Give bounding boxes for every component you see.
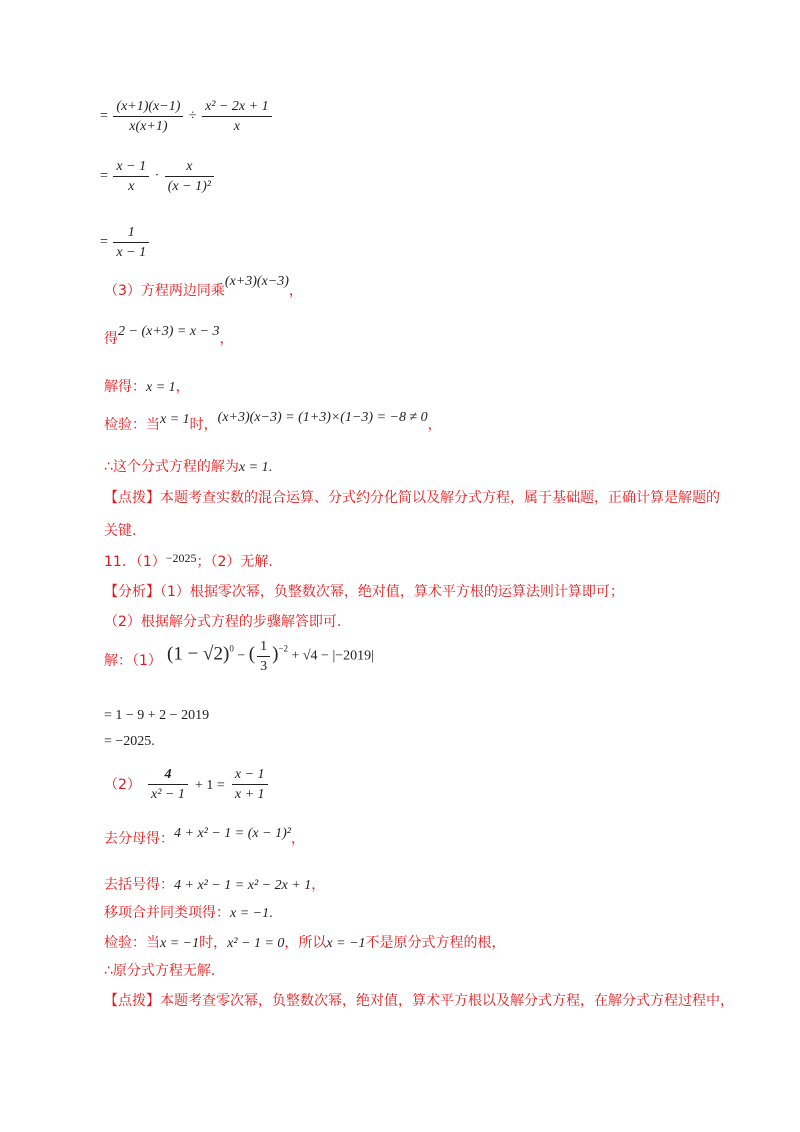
q11-answer — [104, 551, 273, 571]
label: 移项合并同类项得： — [104, 905, 230, 921]
numerator: x − 1 — [113, 158, 149, 177]
math-expr: x = −1 — [160, 936, 200, 951]
fraction — [257, 638, 270, 675]
denominator: x + 1 — [234, 787, 265, 802]
label: 去分母得： — [104, 831, 174, 847]
divide-sign: ÷ — [188, 108, 197, 124]
fraction — [113, 98, 183, 135]
numerator: 1 — [257, 638, 270, 657]
minus-sign: − — [237, 648, 246, 664]
expr-line-3 — [100, 224, 151, 261]
fraction — [148, 766, 188, 803]
step-label: （3）方程两边同乘 — [104, 283, 225, 299]
equals-sign: = — [100, 108, 108, 124]
math-expr: 4 + x² − 1 = x² − 2x + 1 — [174, 878, 312, 893]
step-combine — [104, 902, 273, 922]
math-expr: −2025 — [165, 551, 197, 565]
math-expr: 4 + x² − 1 = (x − 1)² — [174, 826, 291, 841]
label: 去括号得： — [104, 877, 174, 893]
denominator: x — [233, 119, 240, 134]
paren-expr: (1 − √2) — [167, 643, 230, 665]
label: 检验：当 — [104, 417, 160, 433]
equals-sign: = — [100, 168, 108, 184]
label: 时， — [199, 935, 228, 951]
solve-line — [104, 376, 190, 396]
label: 时， — [189, 417, 218, 433]
label: 得 — [104, 331, 118, 347]
expr-line-1 — [100, 98, 274, 135]
label: 解得： — [104, 379, 146, 395]
label: 11．（1） — [104, 554, 166, 570]
solution-1 — [104, 638, 374, 675]
equals-sign: = — [100, 234, 108, 250]
punct: ， — [288, 283, 303, 299]
conclusion-2: ∴原分式方程无解. — [104, 963, 216, 979]
remark-1: 【点拨】本题考查实数的混合运算、分式约分化简以及解分式方程，属于基础题，正确计算是解题的 — [104, 490, 720, 506]
punct: . — [151, 734, 155, 749]
denominator: x − 1 — [116, 245, 147, 260]
check-line-2 — [104, 932, 506, 952]
punct: ， — [219, 331, 234, 347]
exponent: −2 — [278, 643, 288, 654]
fraction — [113, 158, 149, 195]
denominator: x² − 1 — [151, 787, 185, 802]
label: ，所以 — [284, 935, 327, 951]
numerator: x² − 2x + 1 — [202, 98, 272, 117]
label: （2） — [104, 777, 141, 793]
solution-2 — [104, 766, 270, 803]
math-expr: = −2025 — [104, 734, 152, 749]
numerator: x − 1 — [232, 766, 268, 785]
math-expr: (x+3)(x−3) — [224, 274, 289, 289]
conclusion-line — [104, 456, 272, 476]
step-3-result — [104, 324, 234, 348]
exponent: 0 — [229, 643, 234, 654]
math-expr: x = 1 — [238, 460, 269, 475]
fraction — [232, 766, 268, 803]
denominator: x(x+1) — [129, 119, 168, 134]
denominator: 3 — [260, 659, 268, 674]
denominator: x — [128, 179, 135, 194]
math-expr: x = −1 — [230, 906, 270, 921]
fraction — [165, 158, 214, 195]
label: 检验：当 — [104, 935, 160, 951]
step-clear-denominator — [104, 828, 305, 848]
math-expr: 2 − (x+3) = x − 3 — [118, 324, 220, 339]
math-expr: $(1 - √2)^0$ − ( $\frac{1}{3}$ )$^{-2}$ + √4 − |−2019| — [167, 639, 374, 674]
punct: . — [269, 906, 273, 921]
denominator: (x − 1)² — [167, 179, 211, 194]
numerator: (x+1)(x−1) — [113, 98, 183, 117]
punct: ， — [427, 417, 442, 433]
math-tail: + √4 − |−2019| — [291, 648, 374, 664]
math-expr: x = −1 — [326, 936, 366, 951]
math-expr: (x+3)(x−3) = (1+3)×(1−3) = −8 ≠ 0 — [217, 410, 428, 425]
solution-1-line2: = 1 − 9 + 2 − 2019 — [104, 708, 210, 723]
solution-1-line3 — [104, 734, 155, 750]
numerator: x — [165, 158, 214, 177]
numerator: 4 — [148, 766, 188, 785]
punct: ， — [175, 379, 190, 395]
step-3 — [104, 274, 303, 300]
remark-2: 【点拨】本题考查零次幂，负整数次幂，绝对值，算术平方根以及解分式方程，在解分式方程过程中， — [104, 993, 734, 1009]
expr-line-2 — [100, 158, 216, 195]
fraction — [113, 224, 149, 261]
math-expr: x = 1 — [146, 380, 176, 395]
label: ∴这个分式方程的解为 — [104, 459, 239, 475]
check-line — [104, 410, 442, 434]
fraction — [202, 98, 272, 135]
math-expr: x² − 1 = 0 — [227, 936, 285, 951]
punct: . — [268, 460, 273, 475]
step-expand — [104, 874, 325, 894]
label: 解：（1） — [104, 653, 162, 669]
analysis-1: 【分析】（1）根据零次幂，负整数次幂，绝对值，算术平方根的运算法则计算即可； — [104, 584, 624, 600]
dot-sign: · — [154, 168, 160, 184]
math-expr: + 1 = — [194, 778, 225, 793]
analysis-2: （2）根据解分式方程的步骤解答即可. — [104, 614, 342, 630]
punct: ， — [290, 831, 305, 847]
label: ；（2）无解. — [196, 554, 273, 570]
punct: ， — [311, 877, 326, 893]
numerator: 1 — [113, 224, 149, 243]
remark-1-cont: 关键. — [104, 523, 137, 539]
math-expr: x = 1 — [160, 412, 190, 427]
label: 不是原分式方程的根， — [365, 935, 506, 951]
